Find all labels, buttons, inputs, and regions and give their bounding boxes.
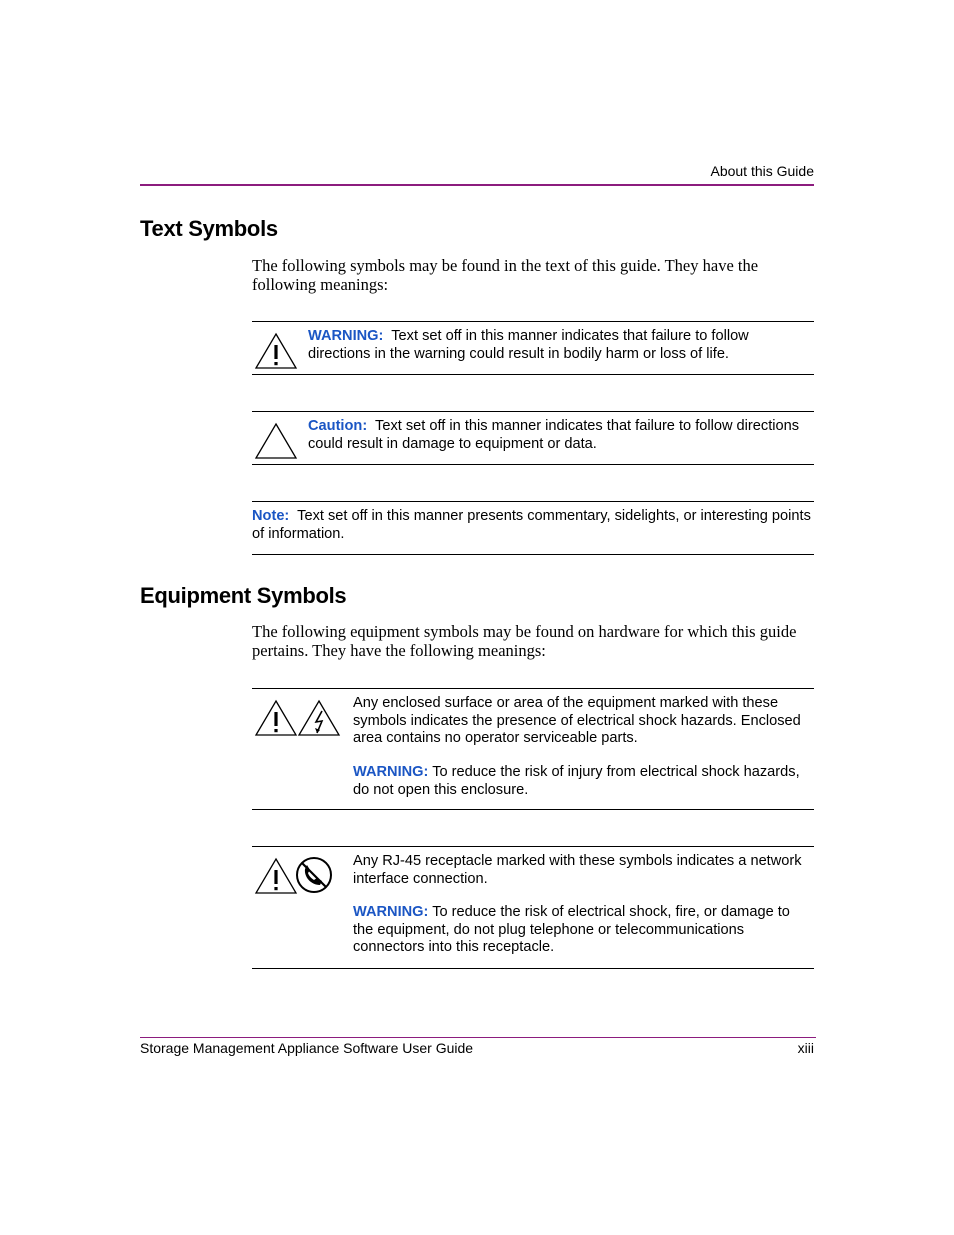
text-symbols-heading: Text Symbols <box>140 216 278 241</box>
shock-warning-label: WARNING: <box>353 764 429 780</box>
caution-triangle-icon <box>254 422 298 460</box>
note-text <box>252 508 812 543</box>
shock-warning <box>353 764 809 799</box>
warning-box <box>252 321 814 375</box>
caution-label: Caution: <box>308 418 368 434</box>
running-title: About this Guide <box>710 163 814 179</box>
caution-text <box>308 418 810 453</box>
network-connection-box <box>252 846 814 969</box>
shock-warning-body: To reduce the risk of injury from electrical shock hazards, do not open this enclosure. <box>353 764 800 798</box>
warning-triangle-icon <box>254 332 298 370</box>
note-label: Note: <box>252 508 290 524</box>
header-divider <box>140 184 814 186</box>
note-box <box>252 501 814 555</box>
network-warning-body: To reduce the risk of electrical shock, fire, or damage to the equipment, do not plug telephone or telecommunications connectors into this receptacle. <box>353 904 790 955</box>
electrical-shock-icon <box>297 699 341 737</box>
warning-text <box>308 328 808 363</box>
warning-label: WARNING: <box>308 328 384 344</box>
shock-description: Any enclosed surface or area of the equipment marked with these symbols indicates the presence of electrical shock hazards. Enclosed area contains no operator serviceable parts. <box>353 695 801 746</box>
footer-page-number: xiii <box>797 1040 814 1056</box>
equipment-symbols-intro: The following equipment symbols may be found on hardware for which this guide pertains. They have the following meanings: <box>252 622 797 660</box>
no-telephone-icon <box>294 855 334 895</box>
warning-body: Text set off in this manner indicates that failure to follow directions in the warning could result in bodily harm or loss of life. <box>308 328 749 362</box>
caution-body: Text set off in this manner indicates that failure to follow directions could result in damage to equipment or data. <box>308 418 800 452</box>
equipment-symbols-heading: Equipment Symbols <box>140 583 347 608</box>
warning-triangle-icon <box>254 699 298 737</box>
network-warning-label: WARNING: <box>353 904 429 920</box>
footer-divider <box>140 1037 816 1038</box>
network-warning <box>353 904 809 957</box>
warning-triangle-icon <box>254 857 298 895</box>
text-symbols-intro: The following symbols may be found in the text of this guide. They have the following meanings: <box>252 256 759 294</box>
footer-guide-title: Storage Management Appliance Software User Guide <box>140 1040 474 1056</box>
shock-hazard-box <box>252 688 814 810</box>
network-description: Any RJ-45 receptacle marked with these symbols indicates a network interface connection. <box>353 853 802 887</box>
note-body: Text set off in this manner presents commentary, sidelights, or interesting points of information. <box>252 508 811 542</box>
caution-box <box>252 411 814 465</box>
